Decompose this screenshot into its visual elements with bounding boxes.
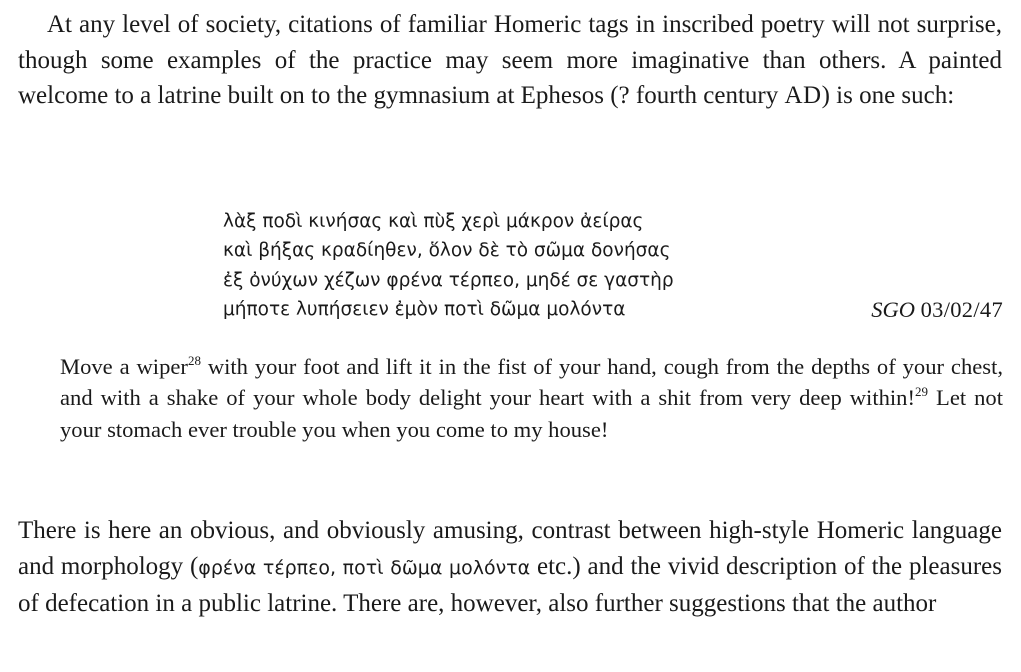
inscription-line-2: καὶ βήξας κραδίηθεν, ὅλον δὲ τὸ σῶμα δονήσας bbox=[223, 240, 671, 262]
discussion-text-after: etc.) and the vivid description of the pleasures of defecation in a public latrine. There are, however, also further suggestions that the author bbox=[18, 552, 1002, 617]
inscription-line-1: λὰξ ποδὶ κινήσας καὶ πὺξ χερὶ μάκρον ἀείρας bbox=[223, 211, 644, 232]
era-label: AD bbox=[784, 82, 822, 109]
english-translation bbox=[60, 351, 1003, 445]
inscription-reference bbox=[871, 295, 1003, 324]
translation-part-1: Move a wiper bbox=[60, 354, 188, 379]
footnote-marker-29[interactable]: 29 bbox=[915, 384, 929, 400]
inscription-line-4-row bbox=[223, 295, 1003, 324]
footnote-marker-28[interactable]: 28 bbox=[187, 353, 201, 368]
intro-paragraph bbox=[18, 7, 1002, 114]
reference-siglum: SGO bbox=[871, 296, 915, 322]
inscription-line-3: ἐξ ὀνύχων χέζων φρένα τέρπεο, μηδέ σε γαστὴρ bbox=[223, 269, 674, 291]
inscription-line-4: μήποτε λυπήσειεν ἐμὸν ποτὶ δῶμα μολόντα bbox=[223, 298, 626, 320]
intro-text-before: At any level of society, citations of familiar Homeric tags in inscribed poetry will not surprise, though some examples of the practice may seem more imaginative than others. A painted welcome to a latrine built on to the gymnasium at Ephesos (? fourth century bbox=[18, 11, 1002, 109]
greek-inline-phrase: φρένα τέρπεο, ποτὶ δῶμα μολόντα bbox=[198, 556, 531, 579]
translation-part-2: with your foot and lift it in the fist of your hand, cough from the depths of your chest, and with a shake of your whole body delight your heart with a shit from very deep within! bbox=[60, 354, 1003, 411]
intro-text-after: ) is one such: bbox=[821, 82, 955, 109]
discussion-paragraph bbox=[18, 513, 1002, 622]
greek-inscription bbox=[223, 207, 1003, 324]
reference-number: 03/02/47 bbox=[920, 296, 1003, 322]
discussion-text-before: There is here an obvious, and obviously amusing, contrast between high-style Homeric language and morphology ( bbox=[18, 517, 1002, 580]
translation-part-3: Let not your stomach ever trouble you when you come to my house! bbox=[60, 385, 1003, 442]
